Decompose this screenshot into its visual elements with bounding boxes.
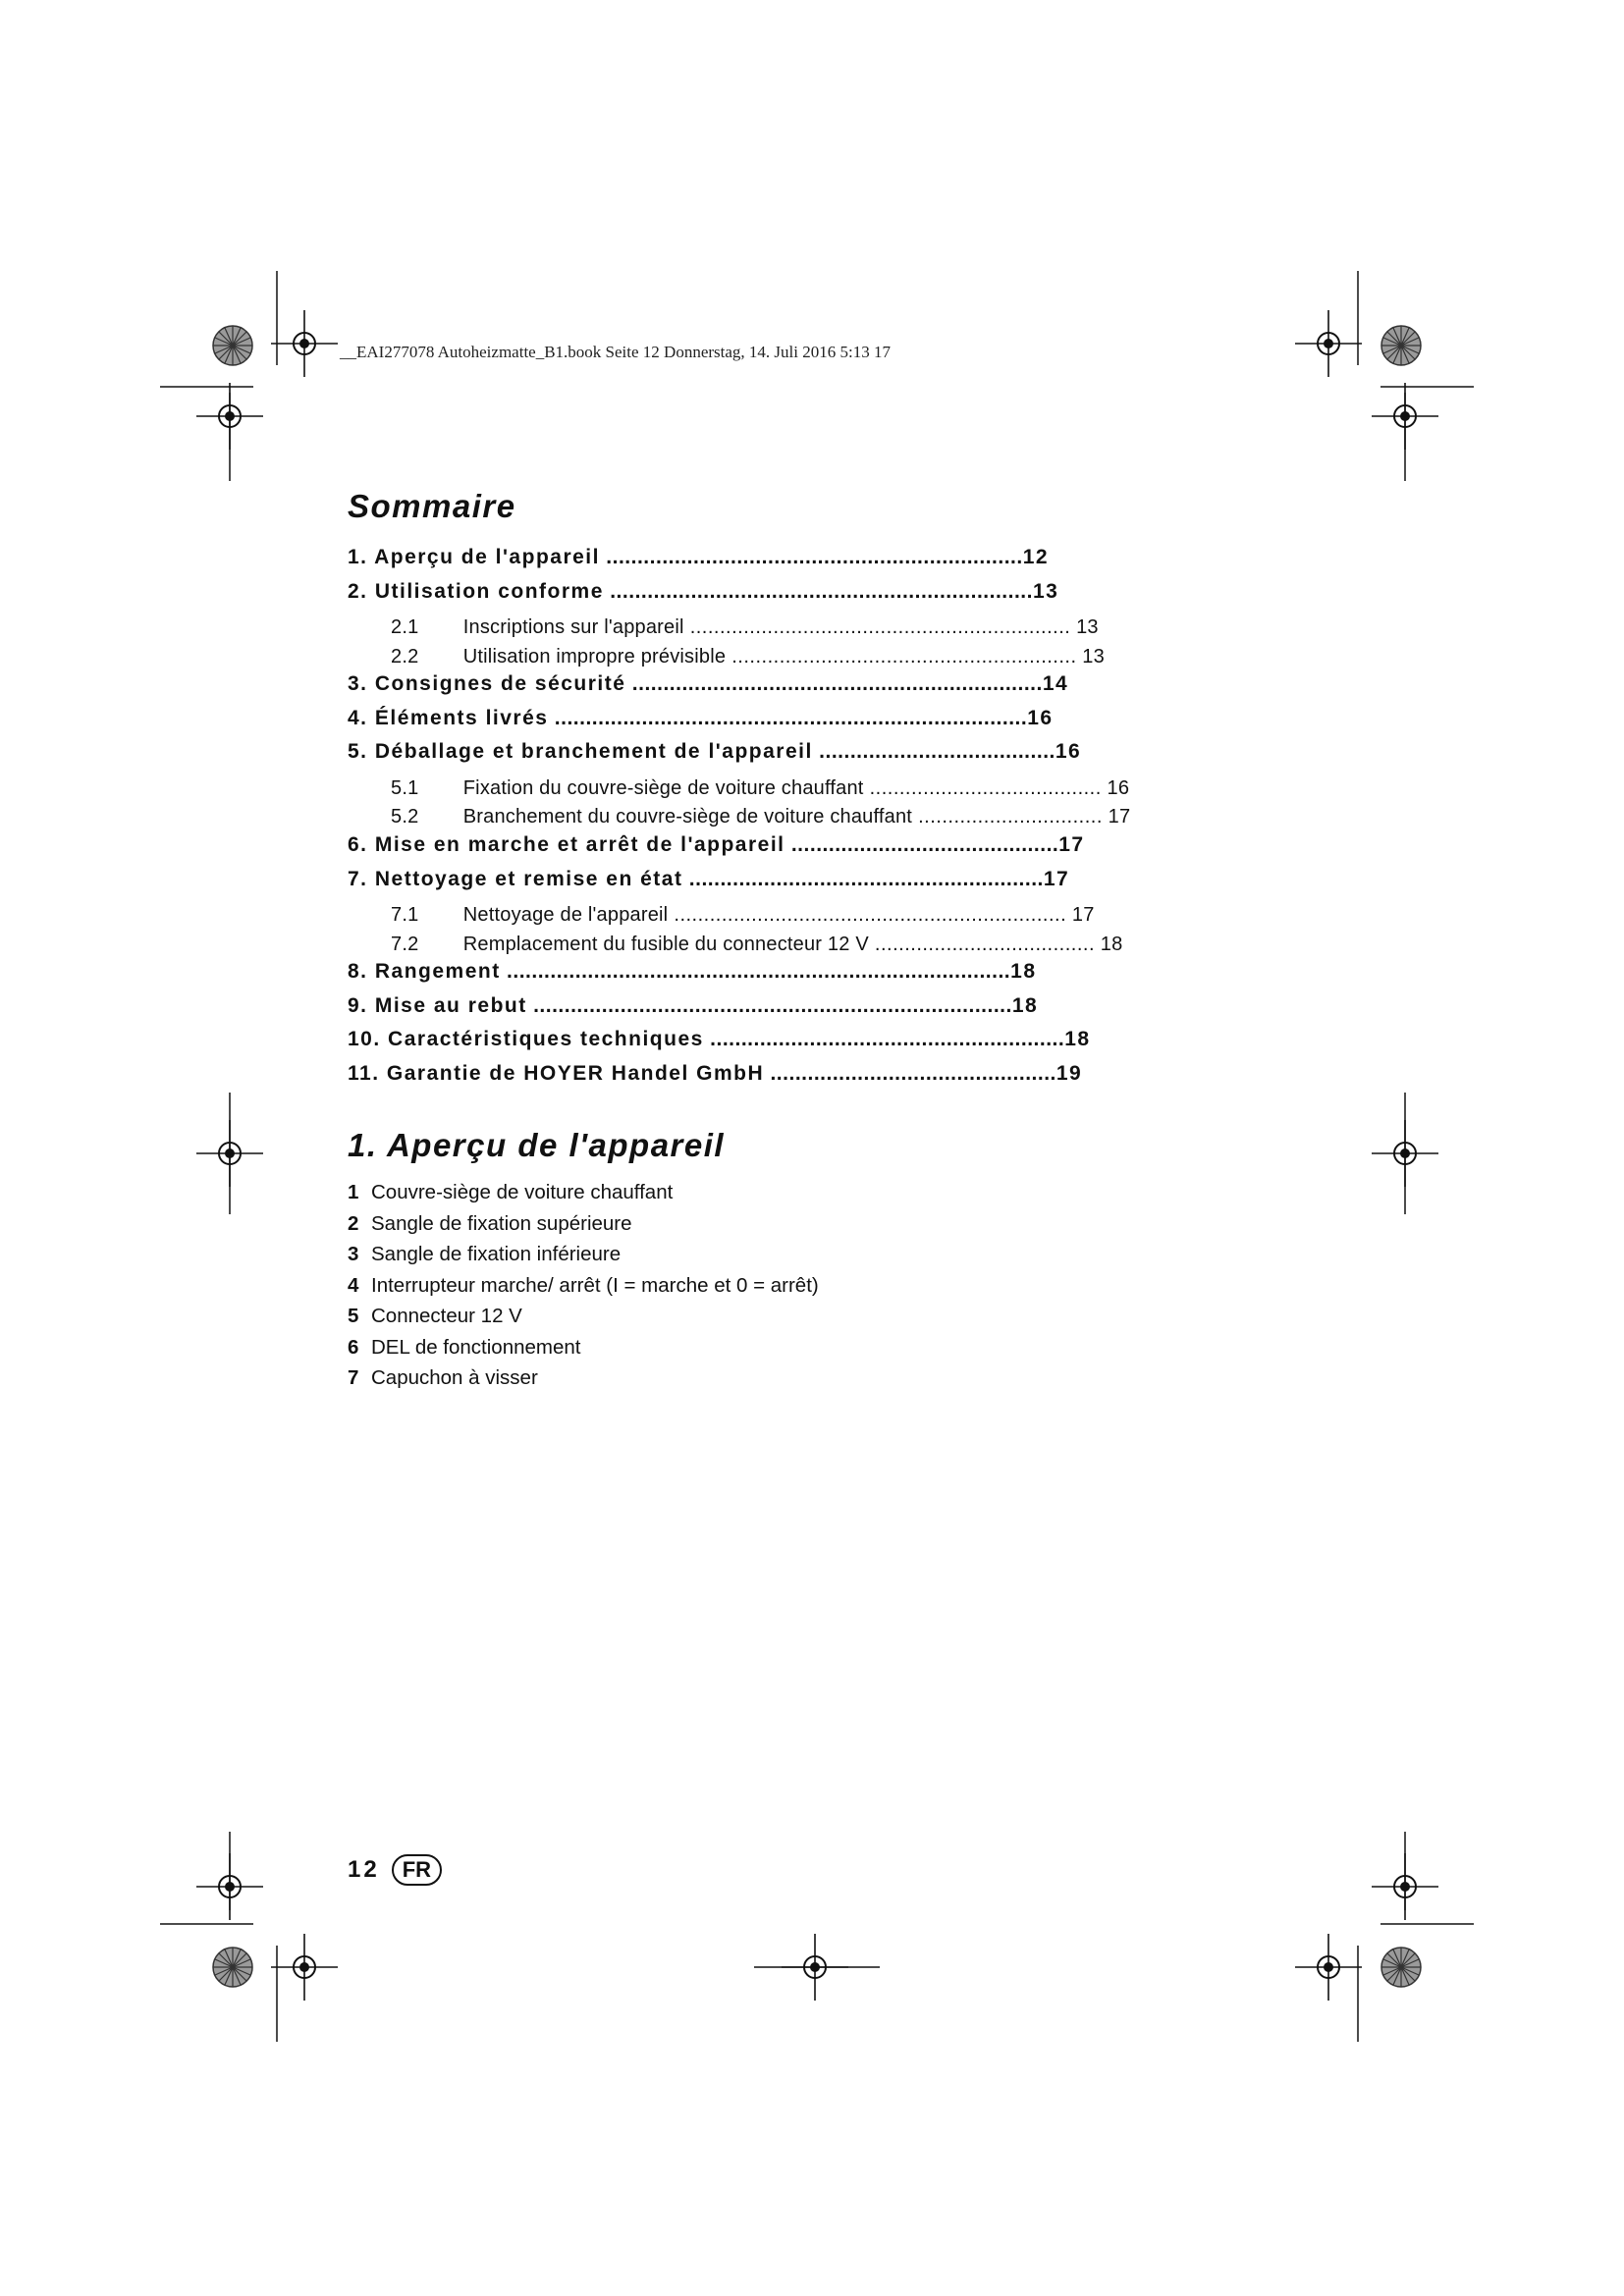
toc-entry-page: 19 — [1056, 1061, 1083, 1085]
toc-entry-number: 6. — [348, 832, 368, 856]
toc-entry-leader: ........................................... — [785, 832, 1059, 856]
toc-entry-page: 17 — [1058, 832, 1085, 856]
toc-entry-page: 18 — [1010, 960, 1037, 984]
page-number: 12 — [348, 1856, 380, 1883]
toc-entry-page: 17 — [1102, 806, 1131, 828]
list-item-text: Sangle de fixation inférieure — [371, 1243, 622, 1265]
toc-entry-title: Utilisation impropre prévisible — [462, 645, 727, 667]
list-item-text: DEL de fonctionnement — [371, 1335, 581, 1359]
section-title-overview: 1. Aperçu de l'appareil — [348, 1127, 726, 1163]
list-item — [348, 1243, 819, 1274]
list-item-text: Interrupteur marche/ arrêt (I = marche et 0 = arrêt) — [371, 1273, 819, 1297]
toc-entry-number: 1. — [348, 546, 368, 568]
list-item — [348, 1305, 819, 1336]
toc-entry-title: Inscriptions sur l'appareil — [462, 616, 684, 639]
toc-entry-number: 5. — [348, 740, 368, 764]
toc-entry-leader: .......................................................... — [726, 645, 1077, 667]
toc-entry-title: Caractéristiques techniques — [388, 1028, 704, 1051]
toc-entry — [348, 1062, 1231, 1096]
toc-entry-leader: ....................................... — [863, 776, 1102, 799]
toc-entry-title: Utilisation conforme — [374, 579, 604, 603]
toc-entry — [348, 868, 1231, 902]
toc-entry — [348, 740, 1231, 774]
toc-entry — [348, 580, 1231, 614]
toc-entry-title: Aperçu de l'appareil — [374, 546, 600, 568]
toc-entry-leader: ......................................................... — [682, 867, 1044, 890]
list-item — [348, 1212, 819, 1244]
list-item-number: 2 — [348, 1211, 359, 1235]
toc-entry-number: 3. — [348, 672, 368, 696]
list-item-number: 4 — [348, 1273, 359, 1297]
toc-entry — [348, 672, 1231, 707]
toc-entry-number: 8. — [348, 960, 368, 984]
toc-entry — [348, 833, 1231, 868]
toc-entry — [348, 960, 1231, 994]
toc-entry-leader: .................................................................. — [625, 672, 1043, 696]
language-badge: FR — [392, 1854, 442, 1886]
toc-entry-title: Branchement du couvre-siège de voiture chauffant — [462, 806, 913, 828]
toc-entry-number: 10. — [348, 1028, 381, 1051]
toc-entry-number: 2.1 — [391, 616, 419, 639]
list-item — [348, 1181, 819, 1212]
toc-entry-page: 13 — [1032, 579, 1059, 603]
toc-entry-number: 4. — [348, 706, 368, 729]
toc-entry-leader: ............................... — [912, 806, 1103, 828]
toc-entry — [348, 994, 1231, 1029]
toc-entry-number: 5.1 — [391, 776, 419, 799]
toc-entry-leader: ................................................................ — [683, 616, 1071, 639]
toc-entry-page: 17 — [1043, 867, 1070, 890]
toc-entry — [348, 1028, 1231, 1062]
page-footer — [348, 1854, 442, 1886]
toc-entry-number: 7.1 — [391, 904, 419, 927]
list-item-number: 5 — [348, 1305, 359, 1327]
toc-entry-title: Remplacement du fusible du connecteur 12 V — [462, 933, 869, 955]
print-file-info: __EAI277078 Autoheizmatte_B1.book Seite 12 Donnerstag, 14. Juli 2016 5:13 17 — [340, 343, 891, 361]
toc-entry — [348, 707, 1231, 741]
toc-entry-page: 16 — [1055, 740, 1082, 764]
toc-entry-page: 16 — [1027, 706, 1054, 729]
toc-entry-number: 7. — [348, 867, 368, 890]
toc-entry-leader: ............................................................................. — [526, 993, 1012, 1017]
toc-entry-page: 13 — [1076, 645, 1105, 667]
toc-entry-page: 18 — [1095, 933, 1123, 955]
toc-entry-title: Consignes de sécurité — [374, 672, 626, 696]
toc-entry-title: Mise en marche et arrêt de l'appareil — [374, 832, 785, 856]
toc-entry-page: 13 — [1070, 616, 1099, 639]
toc-entry-page: 18 — [1064, 1028, 1091, 1051]
list-item-number: 7 — [348, 1366, 359, 1389]
toc-entry-leader: ............................................................................ — [548, 706, 1028, 729]
toc-entry-leader: .............................................. — [764, 1061, 1056, 1085]
list-item-text: Capuchon à visser — [371, 1366, 538, 1389]
toc-entry-page: 12 — [1022, 546, 1050, 568]
list-item-number: 3 — [348, 1243, 359, 1265]
toc-entry-leader: ..................................... — [868, 933, 1096, 955]
toc-title: Sommaire — [348, 488, 516, 524]
toc-entry — [348, 934, 1231, 963]
toc-entry-leader: .................................................................. — [668, 904, 1067, 927]
toc-entry — [348, 904, 1231, 934]
toc-entry-title: Mise au rebut — [374, 993, 527, 1017]
toc-entry-page: 16 — [1101, 776, 1130, 799]
toc-entry-title: Éléments livrés — [374, 706, 549, 729]
toc-entry — [348, 806, 1231, 835]
list-item-number: 1 — [348, 1181, 359, 1203]
toc-entry-title: Garantie de HOYER Handel GmbH — [386, 1061, 765, 1085]
table-of-contents — [348, 546, 1231, 1096]
toc-entry-title: Nettoyage et remise en état — [374, 867, 683, 890]
toc-entry-title: Nettoyage de l'appareil — [462, 904, 669, 927]
toc-entry — [348, 616, 1231, 646]
toc-entry-title: Déballage et branchement de l'appareil — [374, 740, 813, 764]
toc-entry-number: 2.2 — [391, 645, 419, 667]
toc-entry-number: 2. — [348, 579, 368, 603]
list-item-text: Couvre-siège de voiture chauffant — [371, 1181, 674, 1203]
toc-entry-leader: ................................................................... — [599, 546, 1023, 568]
toc-entry — [348, 646, 1231, 675]
toc-entry-number: 5.2 — [391, 806, 419, 828]
list-item — [348, 1366, 819, 1398]
toc-entry-leader: .................................................................... — [603, 579, 1033, 603]
toc-entry-title: Rangement — [374, 960, 501, 984]
toc-entry-page: 14 — [1042, 672, 1069, 696]
list-item — [348, 1336, 819, 1367]
toc-entry-number: 9. — [348, 993, 368, 1017]
toc-entry-number: 11. — [348, 1061, 380, 1085]
list-item — [348, 1274, 819, 1306]
parts-list — [348, 1181, 819, 1398]
toc-entry-number: 7.2 — [391, 933, 419, 955]
list-item-text: Sangle de fixation supérieure — [371, 1211, 632, 1235]
toc-entry-page: 17 — [1066, 904, 1095, 927]
toc-entry-title: Fixation du couvre-siège de voiture chauffant — [462, 776, 864, 799]
toc-entry-page: 18 — [1011, 993, 1039, 1017]
toc-entry-leader: ......................................................... — [703, 1028, 1065, 1051]
toc-entry-leader: ................................................................................. — [500, 960, 1011, 984]
list-item-text: Connecteur 12 V — [371, 1305, 522, 1327]
toc-entry-leader: ...................................... — [812, 740, 1056, 764]
toc-entry — [348, 777, 1231, 807]
toc-entry — [348, 546, 1231, 580]
list-item-number: 6 — [348, 1335, 359, 1359]
